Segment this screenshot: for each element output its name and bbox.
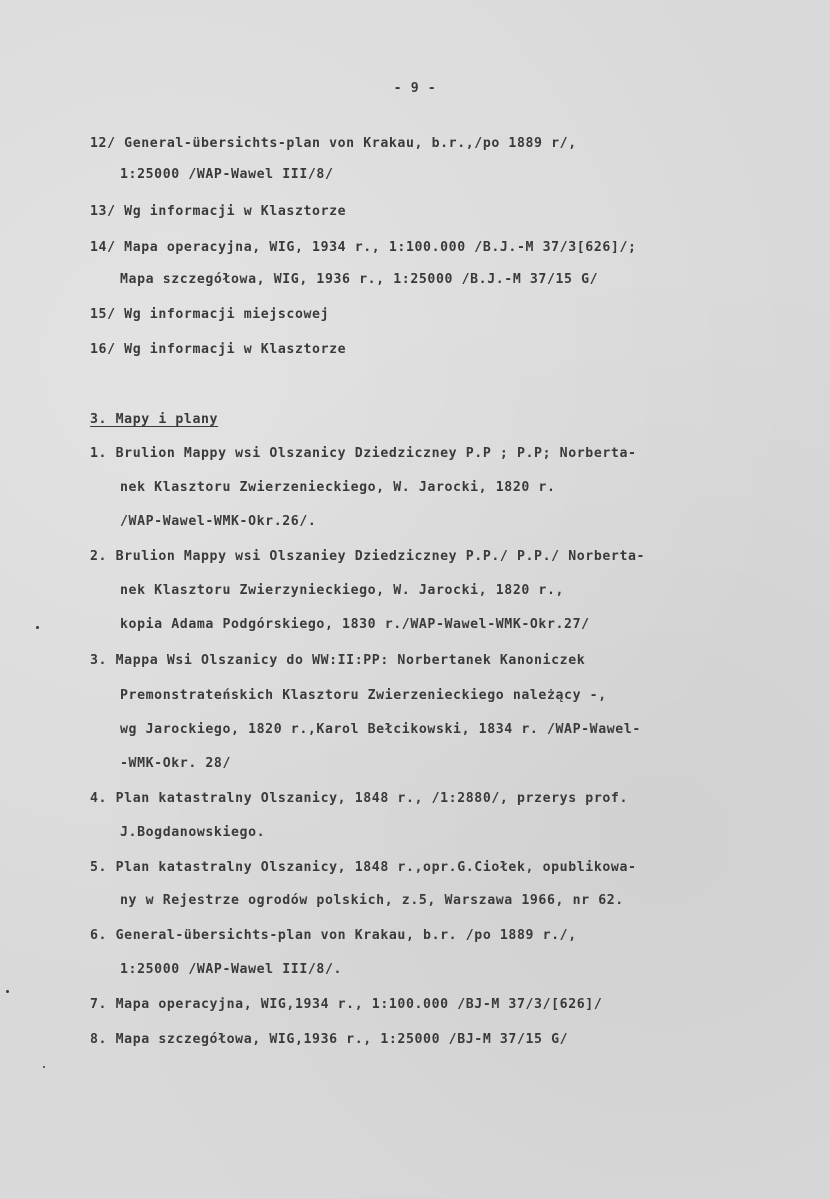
map-item-3-line-2: Premonstrateńskich Klasztoru Zwierzenieckiego należący -,	[120, 688, 607, 703]
map-item-7-line-1: 7. Mapa operacyjna, WIG,1934 r., 1:100.000 /BJ-M 37/3/[626]/	[90, 997, 603, 1012]
entry-14-continuation: Mapa szczegółowa, WIG, 1936 r., 1:25000 /B.J.-M 37/15 G/	[120, 272, 599, 287]
map-item-2-line-3: kopia Adama Podgórskiego, 1830 r./WAP-Wawel-WMK-Okr.27/	[120, 617, 590, 632]
entry-16: 16/ Wg informacji w Klasztorze	[90, 342, 347, 357]
map-item-5-line-1: 5. Plan katastralny Olszanicy, 1848 r.,opr.G.Ciołek, opublikowa-	[90, 860, 637, 875]
entry-14: 14/ Mapa operacyjna, WIG, 1934 r., 1:100.000 /B.J.-M 37/3[626]/;	[90, 240, 637, 255]
section-heading: 3. Mapy i plany	[90, 412, 219, 427]
entry-15: 15/ Wg informacji miejscowej	[90, 307, 330, 322]
map-item-1-line-1: 1. Brulion Mappy wsi Olszanicy Dziedziczney P.P ; P.P; Norberta-	[90, 446, 637, 461]
page-number: - 9 -	[393, 81, 437, 96]
map-item-6-line-1: 6. General-übersichts-plan von Krakau, b.r. /po 1889 r./,	[90, 928, 577, 943]
map-item-4-line-2: J.Bogdanowskiego.	[120, 825, 266, 840]
map-item-3-line-1: 3. Mappa Wsi Olszanicy do WW:II:PP: Norbertanek Kanoniczek	[90, 653, 586, 668]
map-item-3-line-3: wg Jarockiego, 1820 r.,Karol Bełcikowski, 1834 r. /WAP-Wawel-	[120, 722, 641, 737]
map-item-2-line-2: nek Klasztoru Zwierzynieckiego, W. Jarocki, 1820 r.,	[120, 583, 565, 598]
scan-speck	[43, 1066, 45, 1068]
entry-12: 12/ General-übersichts-plan von Krakau, b.r.,/po 1889 r/,	[90, 136, 577, 151]
map-item-8-line-1: 8. Mapa szczegółowa, WIG,1936 r., 1:25000 /BJ-M 37/15 G/	[90, 1032, 569, 1047]
map-item-4-line-1: 4. Plan katastralny Olszanicy, 1848 r., /1:2880/, przerys prof.	[90, 791, 628, 806]
entry-13: 13/ Wg informacji w Klasztorze	[90, 204, 347, 219]
map-item-6-line-2: 1:25000 /WAP-Wawel III/8/.	[120, 962, 343, 977]
map-item-1-line-3: /WAP-Wawel-WMK-Okr.26/.	[120, 514, 317, 529]
map-item-5-line-2: ny w Rejestrze ogrodów polskich, z.5, Warszawa 1966, nr 62.	[120, 893, 624, 908]
map-item-2-line-1: 2. Brulion Mappy wsi Olszaniey Dziedziczney P.P./ P.P./ Norberta-	[90, 549, 646, 564]
scan-speck	[6, 990, 9, 993]
map-item-3-line-4: -WMK-Okr. 28/	[120, 756, 232, 771]
entry-12-continuation: 1:25000 /WAP-Wawel III/8/	[120, 167, 334, 182]
scan-speck	[36, 626, 39, 629]
map-item-1-line-2: nek Klasztoru Zwierzenieckiego, W. Jarocki, 1820 r.	[120, 480, 556, 495]
